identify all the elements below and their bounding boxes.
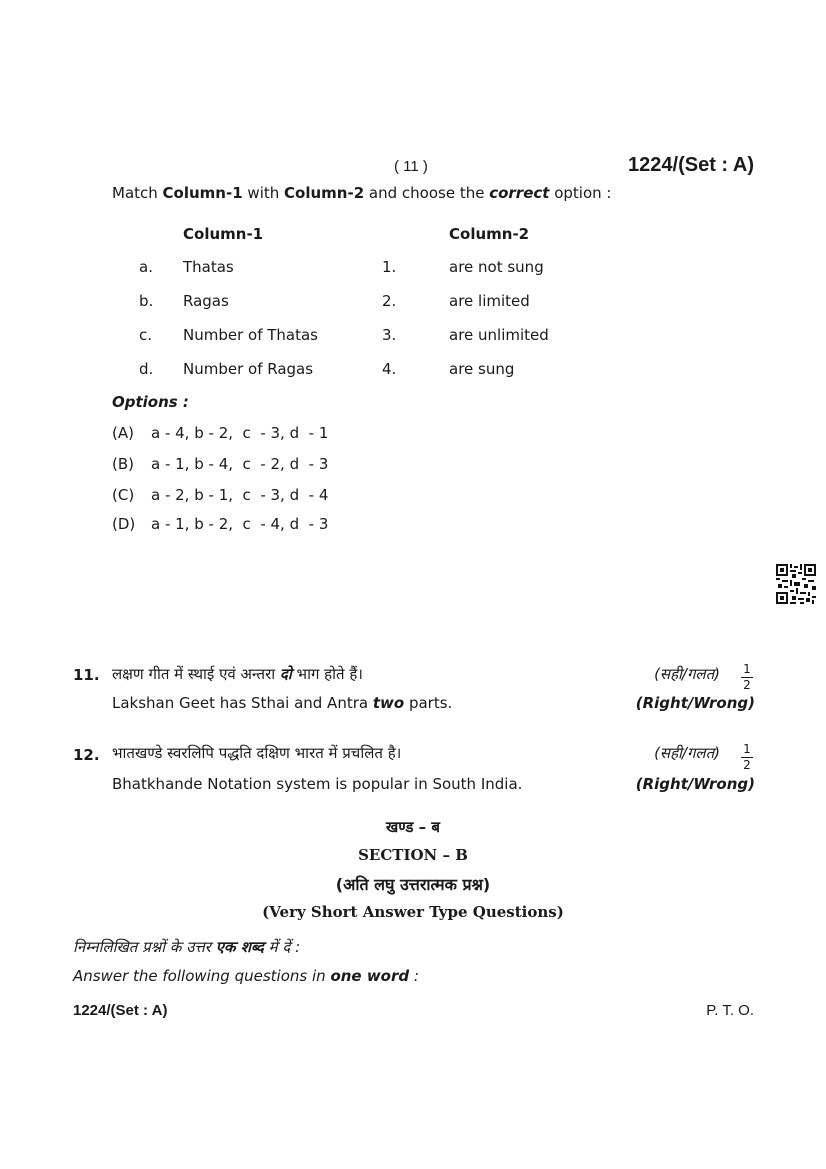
option-label: (C) [112, 486, 135, 504]
english-emphasis: two [372, 694, 405, 712]
pto-label: P. T. O. [706, 1002, 754, 1019]
hindi-text: लक्षण गीत में स्थाई एवं अन्तरा [112, 665, 280, 683]
hindi-text: में दें : [263, 938, 301, 956]
instruction-english [73, 967, 419, 985]
column2-number: 4. [382, 360, 397, 378]
hindi-text: निम्नलिखित प्रश्नों के उत्तर [73, 938, 216, 956]
qr-code-icon [776, 564, 816, 604]
page-number: ( 11 ) [394, 158, 428, 175]
q12-english-text: Bhatkhande Notation system is popular in South India. [112, 775, 523, 793]
q12-hindi-text: भातखण्डे स्वरलिपि पद्धति दक्षिण भारत में प्रचलित है। [112, 744, 402, 762]
instruction-column2: Column-2 [284, 184, 365, 202]
column1-item: Thatas [183, 258, 234, 276]
q12-hindi-answer-tag: (सही/गलत) [654, 744, 720, 762]
column2-number: 1. [382, 258, 397, 276]
column1-item: Ragas [183, 292, 229, 310]
instruction-text: with [242, 184, 285, 202]
option-label: (D) [112, 515, 136, 533]
english-emphasis: one word [330, 967, 410, 985]
english-text: : [409, 967, 419, 985]
option-label: (B) [112, 455, 134, 473]
row-label: a. [139, 258, 153, 276]
column2-item: are limited [449, 292, 530, 310]
row-label: d. [139, 360, 154, 378]
section-hindi-title: खण्ड – ब [386, 818, 440, 836]
row-label: b. [139, 292, 154, 310]
question-number: 11. [73, 666, 100, 684]
instruction-text: option : [549, 184, 612, 202]
q12-marks [741, 743, 753, 772]
column2-number: 3. [382, 326, 397, 344]
hindi-text: भाग होते हैं। [291, 665, 363, 683]
option-text: a - 1, b - 4, c - 2, d - 3 [151, 455, 329, 473]
paper-code-header: 1224/(Set : A) [628, 154, 754, 176]
q11-marks [741, 663, 753, 692]
options-heading: Options : [112, 393, 189, 411]
column1-item: Number of Ragas [183, 360, 314, 378]
column2-item: are sung [449, 360, 515, 378]
row-label: c. [139, 326, 153, 344]
option-label: (A) [112, 424, 134, 442]
option-text: a - 1, b - 2, c - 4, d - 3 [151, 515, 329, 533]
marks-denominator: 2 [743, 758, 751, 772]
match-instruction [112, 184, 611, 202]
section-subtitle: (Very Short Answer Type Questions) [262, 903, 564, 921]
column2-item: are not sung [449, 258, 544, 276]
column1-item: Number of Thatas [183, 326, 318, 344]
instruction-emphasis: correct [489, 184, 550, 202]
column1-heading: Column-1 [183, 225, 264, 243]
option-text: a - 2, b - 1, c - 3, d - 4 [151, 486, 329, 504]
option-text: a - 4, b - 2, c - 3, d - 1 [151, 424, 329, 442]
instruction-column1: Column-1 [162, 184, 243, 202]
column2-heading: Column-2 [449, 225, 530, 243]
column2-item: are unlimited [449, 326, 549, 344]
hindi-emphasis: एक शब्द [215, 938, 264, 956]
instruction-text: and choose the [364, 184, 490, 202]
instruction-hindi [73, 937, 300, 957]
column2-number: 2. [382, 292, 397, 310]
q11-english-answer-tag: (Right/Wrong) [635, 694, 755, 712]
english-text: Answer the following questions in [73, 967, 331, 985]
instruction-text: Match [112, 184, 163, 202]
marks-denominator: 2 [743, 678, 751, 692]
marks-numerator: 1 [743, 742, 751, 756]
paper-code-footer: 1224/(Set : A) [73, 1002, 168, 1019]
section-hindi-subtitle: (अति लघु उत्तरात्मक प्रश्न) [335, 875, 491, 894]
q11-hindi-text [112, 664, 363, 684]
q12-english-answer-tag: (Right/Wrong) [635, 775, 755, 793]
english-text: Lakshan Geet has Sthai and Antra [112, 694, 373, 712]
marks-numerator: 1 [743, 662, 751, 676]
q11-hindi-answer-tag: (सही/गलत) [654, 665, 720, 683]
question-number: 12. [73, 746, 100, 764]
q11-english-text [112, 694, 452, 712]
hindi-emphasis: दो [279, 665, 292, 683]
section-title: SECTION – B [358, 846, 468, 864]
english-text: parts. [404, 694, 453, 712]
